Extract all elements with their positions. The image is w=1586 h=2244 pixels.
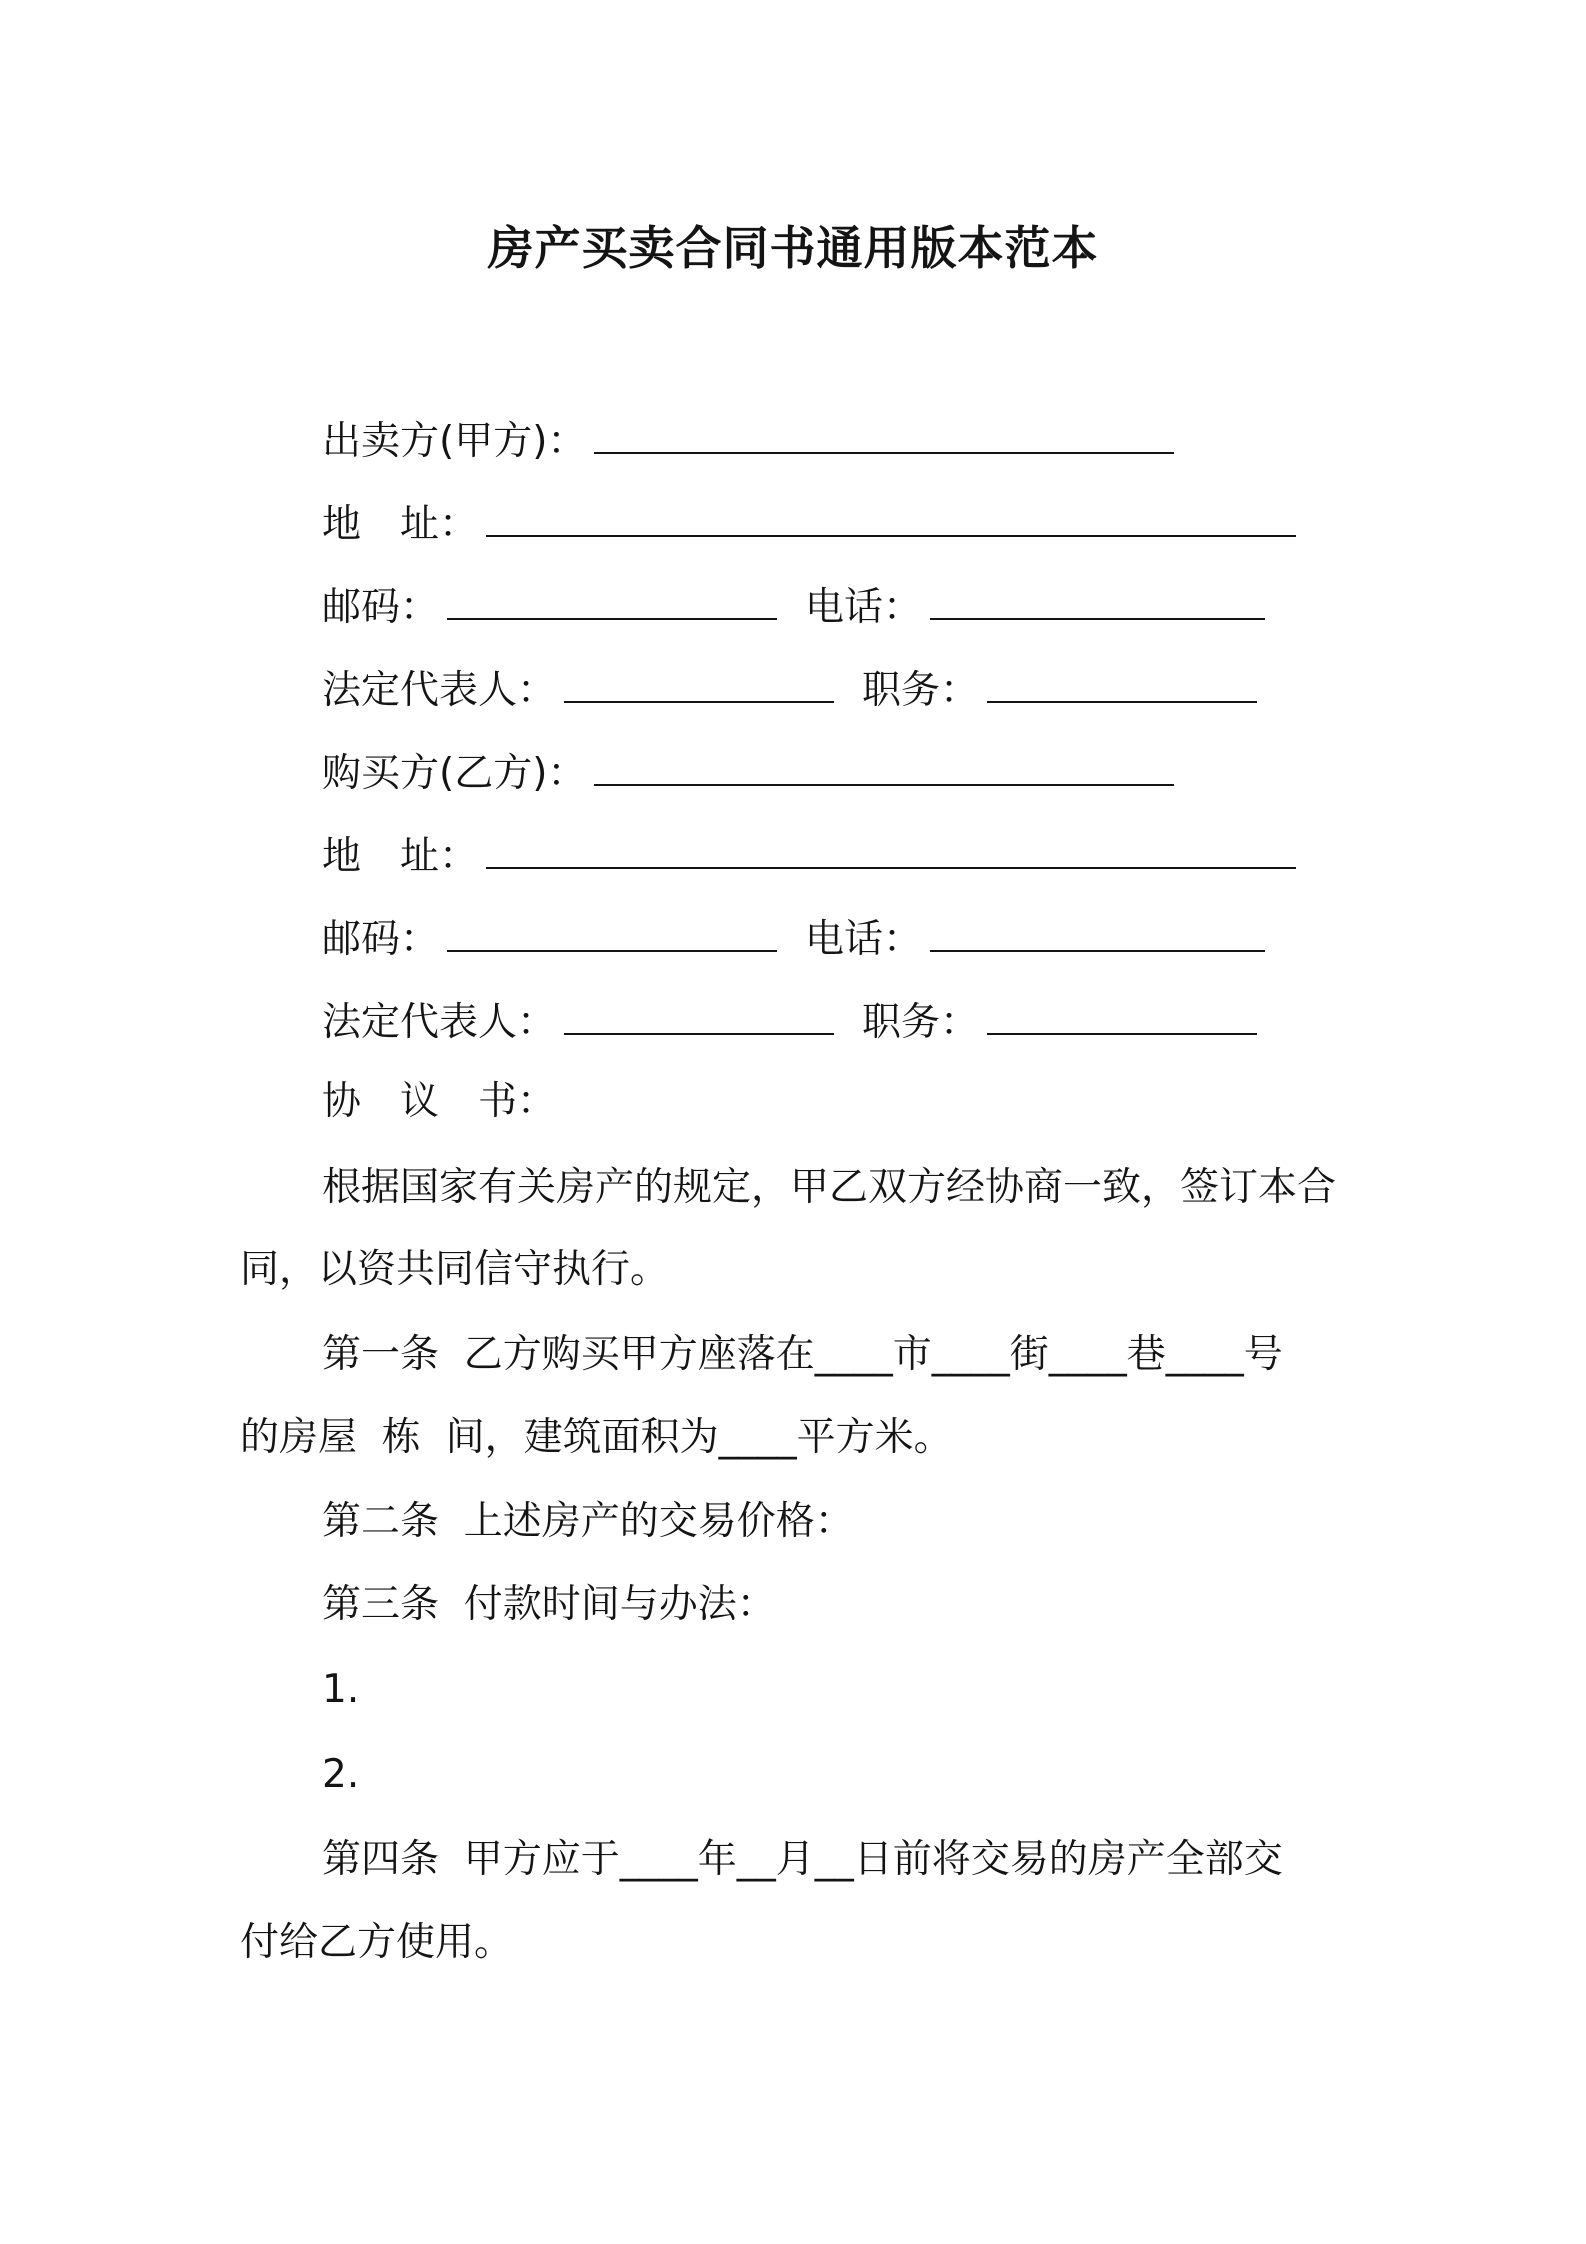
seller-address-label: 地 址： bbox=[322, 502, 479, 547]
buyer-position-label: 职务： bbox=[862, 1000, 980, 1045]
seller-line bbox=[322, 412, 1174, 472]
buyer-address-label: 地 址： bbox=[322, 834, 479, 879]
buyer-address-blank[interactable] bbox=[486, 827, 1296, 869]
article-3-item-1: 1. bbox=[322, 1667, 360, 1712]
buyer-address-line bbox=[322, 827, 1296, 887]
buyer-position-blank[interactable] bbox=[987, 993, 1257, 1035]
article-3: 第三条 付款时间与办法： bbox=[322, 1582, 776, 1627]
article-1-line-2: 的房屋 栋 间，建筑面积为____平方米。 bbox=[240, 1415, 953, 1460]
buyer-blank[interactable] bbox=[594, 744, 1174, 786]
intro-paragraph-line-2: 同，以资共同信守执行。 bbox=[240, 1247, 670, 1292]
seller-legal-rep-label: 法定代表人： bbox=[322, 668, 557, 713]
buyer-postcode-label: 邮码： bbox=[322, 917, 440, 962]
intro-paragraph-line-1: 根据国家有关房产的规定，甲乙双方经协商一致，签订本合 bbox=[322, 1165, 1337, 1210]
buyer-rep-line bbox=[322, 993, 1257, 1053]
buyer-phone-label: 电话： bbox=[805, 917, 923, 962]
article-3-item-2: 2. bbox=[322, 1752, 360, 1797]
article-2: 第二条 上述房产的交易价格： bbox=[322, 1499, 854, 1544]
buyer-legal-rep-blank[interactable] bbox=[564, 993, 834, 1035]
seller-address-blank[interactable] bbox=[486, 495, 1296, 537]
seller-blank[interactable] bbox=[594, 412, 1174, 454]
buyer-legal-rep-label: 法定代表人： bbox=[322, 1000, 557, 1045]
buyer-contact-line bbox=[322, 910, 1265, 970]
article-4-line-2: 付给乙方使用。 bbox=[240, 1920, 514, 1965]
seller-phone-label: 电话： bbox=[805, 585, 923, 630]
article-1-line-1: 第一条 乙方购买甲方座落在____市____街____巷____号 bbox=[322, 1332, 1283, 1377]
seller-position-label: 职务： bbox=[862, 668, 980, 713]
seller-address-line bbox=[322, 495, 1296, 555]
seller-label: 出卖方(甲方)： bbox=[322, 419, 587, 464]
document-title: 房产买卖合同书通用版本范本 bbox=[487, 221, 1099, 275]
seller-phone-blank[interactable] bbox=[930, 578, 1265, 620]
seller-postcode-label: 邮码： bbox=[322, 585, 440, 630]
agreement-heading: 协 议 书： bbox=[322, 1079, 557, 1124]
seller-rep-line bbox=[322, 661, 1257, 721]
buyer-postcode-blank[interactable] bbox=[447, 910, 777, 952]
buyer-line bbox=[322, 744, 1174, 804]
seller-contact-line bbox=[322, 578, 1265, 638]
buyer-label: 购买方(乙方)： bbox=[322, 751, 587, 796]
article-4-line-1: 第四条 甲方应于____年__月__日前将交易的房产全部交 bbox=[322, 1837, 1283, 1882]
buyer-phone-blank[interactable] bbox=[930, 910, 1265, 952]
seller-position-blank[interactable] bbox=[987, 661, 1257, 703]
seller-postcode-blank[interactable] bbox=[447, 578, 777, 620]
seller-legal-rep-blank[interactable] bbox=[564, 661, 834, 703]
